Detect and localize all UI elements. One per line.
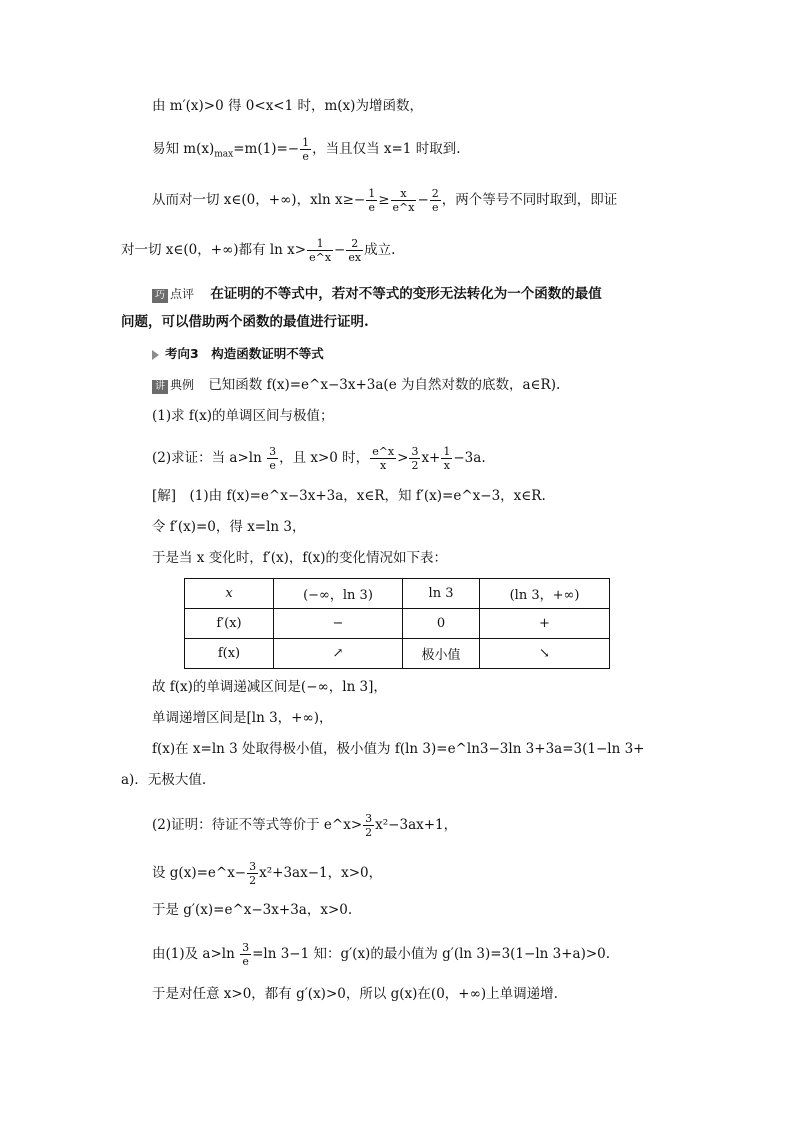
remark-line-1: 巧 点评 在证明的不等式中，若对不等式的变形无法转化为一个函数的最值 [152,284,602,304]
example-label: 典例 [170,378,195,392]
remark-label: 点评 [170,287,195,301]
line-conclusion: 对一切 x∈(0，+∞)都有 ln x> $\frac{1}{e\^{}x}$ − $\frac{2}{ex}$ 成立. [121,237,396,264]
solution-line-4: 故 f(x)的单调递减区间是(−∞，ln 3]， [152,679,387,695]
proof-line-5: 于是对任意 x>0，都有 g′(x)>0，所以 g(x)在(0，+∞)上单调递增. [152,986,558,1002]
proof-line-1: (2)证明：待证不等式等价于 e^x> $\frac{3}{2}$ x²−3ax+1， [152,812,458,839]
proof-line-4: 由(1)及 a>ln $\frac{3}{e}$ =ln 3−1 知：g′(x)的最小值为 g′(ln 3)=3(1−ln 3+a)>0. [152,941,611,968]
question-1: (1)求 f(x)的单调区间与极值； [152,408,334,424]
triangle-icon [152,350,159,360]
proof-line-3: 于是 g′(x)=e^x−3x+3a，x>0. [152,902,353,918]
solution-line-6: f(x)在 x=ln 3 处取得极小值，极小值为 f(ln 3)=e^ln3−3ln 3+3a=3(1−ln 3+ [152,741,645,757]
section-heading: 考向3 构造函数证明不等式 [152,344,324,364]
table-row: x (−∞，ln 3) ln 3 (ln 3，+∞) [185,579,610,609]
question-2: (2)求证：当 a>ln $\frac{3}{e}$ ，且 x>0 时， $\frac{e\^{}x}{x}$ > $\frac{3}{2}$ x+ $\frac{1}{x}$ −3a. [152,445,486,472]
solution-line-2: 令 f′(x)=0，得 x=ln 3， [152,519,306,535]
remark-tag: 巧 [152,289,168,303]
table-row: f′(x) − 0 + [185,609,610,639]
variation-table [184,578,610,669]
solution-line-7: a)．无极大值. [121,772,207,788]
line-max-value: 易知 $m(x)_{max}=m(1)=-$ $\frac{1}{e}$ ，当且仅当 x=1 时取到. [152,136,461,163]
solution-line-5: 单调递增区间是[ln 3，+∞)， [152,710,333,726]
example-tag: 讲 [152,380,168,394]
solution-line-1: [解] (1)由 f(x)=e^x−3x+3a，x∈R，知 f′(x)=e^x−3，x∈R. [152,488,546,504]
solution-line-3: 于是当 x 变化时，f′(x)，f(x)的变化情况如下表： [152,550,448,566]
line-inequality-chain: 从而对一切 x∈(0，+∞)，xln x≥− $\frac{1}{e}$ ≥ $\frac{x}{e\^{}x}$ − $\frac{2}{e}$ ，两个等号不同时取到，即证 [152,187,618,214]
line-m-increasing: 由 m′(x)>0 得 0<x<1 时，m(x)为增函数， [152,98,423,114]
proof-line-2: 设 g(x)=e^x− $\frac{3}{2}$ x²+3ax−1，x>0， [152,860,383,887]
example-line: 讲 典例 已知函数 f(x)=e^x−3x+3a(e 为自然对数的底数，a∈R). [152,375,560,395]
table-row: f(x) ↗ 极小值 ↘ [185,639,610,669]
remark-line-2: 问题，可以借助两个函数的最值进行证明. [121,314,369,330]
